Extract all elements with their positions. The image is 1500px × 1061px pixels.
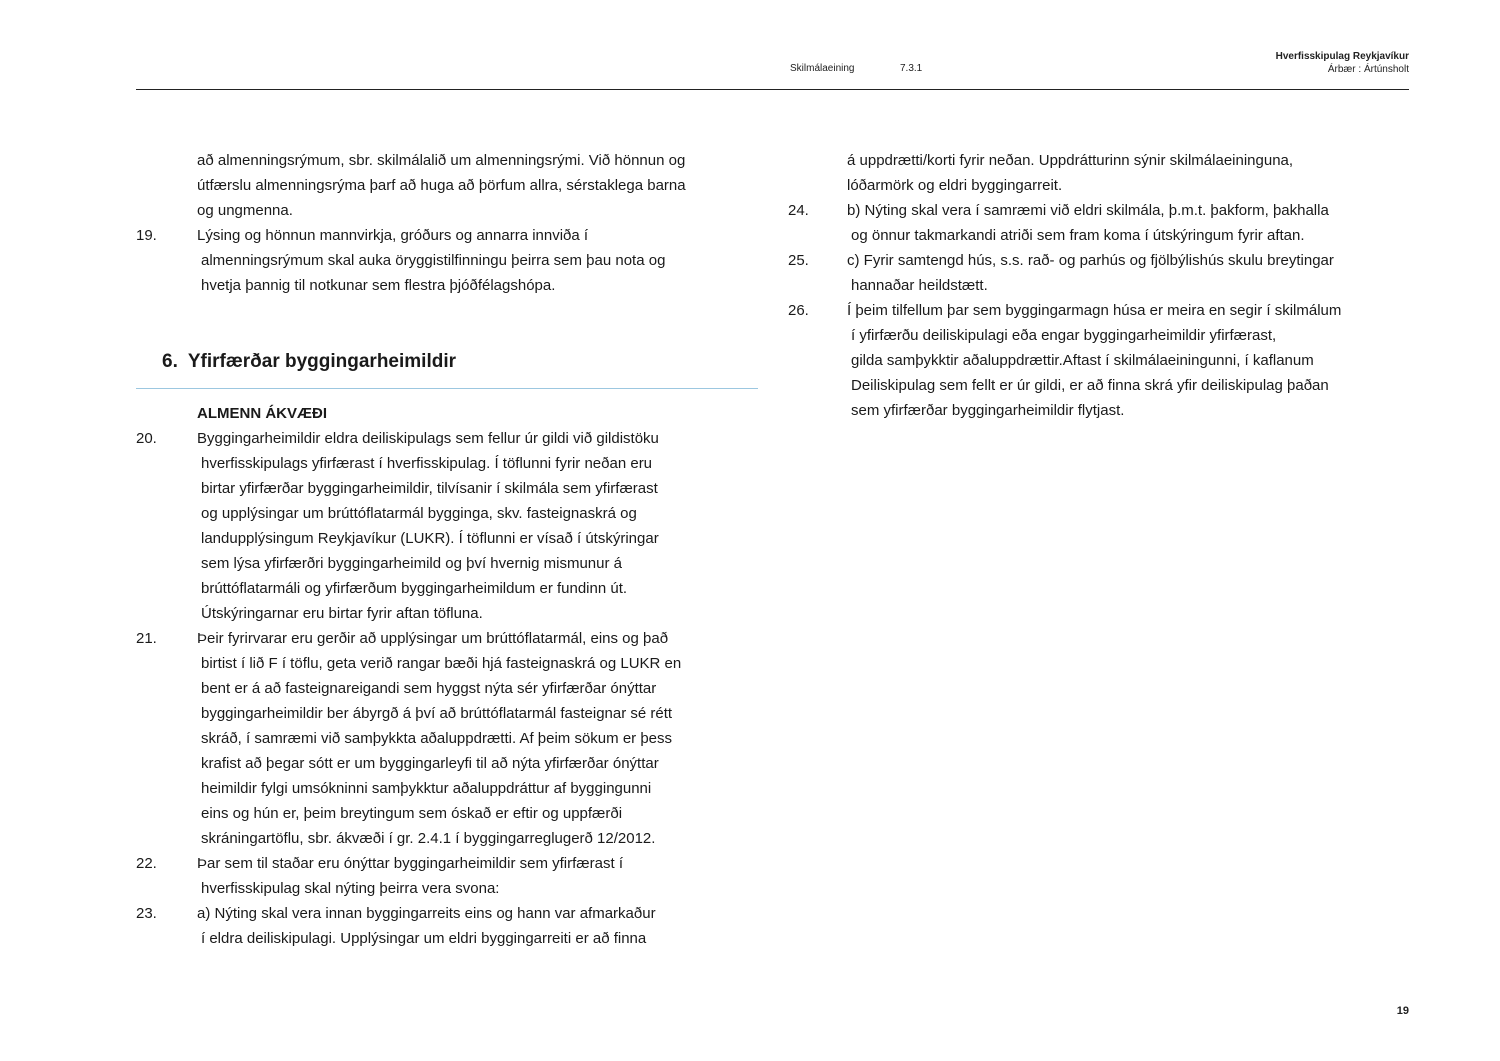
text-line: gilda samþykktir aðaluppdrættir.Aftast í skilmálaeiningunni, í kaflanum [851,352,1314,369]
text-line: hannaðar heildstætt. [851,277,988,294]
text-line: í eldra deiliskipulagi. Upplýsingar um eldri byggingarreiti er að finna [201,930,647,947]
plan-subtitle: Árbær : Ártúnsholt [1327,64,1409,75]
list-item-21 [136,626,758,851]
list-item-25 [788,248,1408,298]
text-line: sem yfirfærðar byggingarheimildir flytjast. [851,402,1125,419]
text-line: birtist í lið F í töflu, geta verið rangar bæði hjá fasteignaskrá og LUKR en [201,655,682,672]
text-line: skráningartöflu, sbr. ákvæði í gr. 2.4.1 í byggingarreglugerð 12/2012. [201,830,656,847]
text-line: sem lýsa yfirfærðri byggingarheimild og því hvernig mismunur á [201,555,622,572]
plan-title: Hverfisskipulag Reykjavíkur [1275,51,1409,62]
text-line: byggingarheimildir ber ábyrgð á því að brúttóflatarmál fasteignar sé rétt [201,705,673,722]
text-line: á uppdrætti/korti fyrir neðan. Uppdrátturinn sýnir skilmálaeininguna, [847,152,1294,169]
item-number: 22. [136,855,157,872]
text-line: og upplýsingar um brúttóflatarmál bygginga, skv. fasteignaskrá og [201,505,637,522]
running-header-section [790,63,923,74]
text-line: útfærslu almenningsrýma þarf að huga að þörfum allra, sérstaklega barna [197,177,686,194]
text-line: að almenningsrýmum, sbr. skilmálalið um almenningsrými. Við hönnun og [197,152,686,169]
text-line: lóðarmörk og eldri byggingarreit. [847,177,1063,194]
text-line: a) Nýting skal vera innan byggingarreits eins og hann var afmarkaður [197,905,656,922]
item-number: 25. [788,252,809,269]
text-line: Í þeim tilfellum þar sem byggingarmagn húsa er meira en segir í skilmálum [847,302,1342,319]
text-line: Byggingarheimildir eldra deiliskipulags sem fellur úr gildi við gildistöku [197,430,659,447]
list-item-26 [788,298,1408,423]
text-line: Lýsing og hönnun mannvirkja, gróðurs og annarra innviða í [197,227,589,244]
item-number: 21. [136,630,157,647]
text-line: eins og hún er, þeim breytingum sem óskað er eftir og uppfærði [201,805,623,822]
text-line: Útskýringarnar eru birtar fyrir aftan töfluna. [201,605,483,622]
page-number: 19 [1396,1005,1409,1017]
section-heading [136,350,758,388]
item-number: 23. [136,905,157,922]
section-heading-number: 6. [162,351,178,372]
section-number: 7.3.1 [900,63,923,74]
section-heading-title: Yfirfærðar byggingarheimildir [187,351,457,372]
text-line: birtar yfirfærðar byggingarheimildir, tilvísanir í skilmála sem yfirfærast [201,480,658,497]
text-line: og önnur takmarkandi atriði sem fram koma í útskýringum fyrir aftan. [851,227,1305,244]
text-line: c) Fyrir samtengd hús, s.s. rað- og parhús og fjölbýlishús skulu breytingar [847,252,1334,269]
section-divider [136,388,758,389]
text-line: hverfisskipulags yfirfærast í hverfisskipulag. Í töflunni fyrir neðan eru [201,455,653,472]
continuation-paragraph [788,148,1408,198]
text-line: heimildir fylgi umsókninni samþykktur aðaluppdráttur af byggingunni [201,780,652,797]
list-item-22 [136,851,758,901]
header-divider [136,89,1409,90]
text-line: Þar sem til staðar eru ónýttar byggingarheimildir sem yfirfærast í [197,855,623,872]
text-line: almenningsrýmum skal auka öryggistilfinningu þeirra sem þau nota og [201,252,666,269]
text-line: skráð, í samræmi við samþykkta aðaluppdrætti. Af þeim sökum er þess [201,730,673,747]
list-item-23 [136,901,758,951]
list-item-24 [788,198,1408,248]
text-line: brúttóflatarmáli og yfirfærðum byggingarheimildum er fundinn út. [201,580,628,597]
right-column [788,148,1408,423]
text-line: Þeir fyrirvarar eru gerðir að upplýsingar um brúttóflatarmál, eins og það [197,630,669,647]
text-line: b) Nýting skal vera í samræmi við eldri skilmála, þ.m.t. þakform, þakhalla [847,202,1329,219]
continuation-paragraph [136,148,758,223]
text-line: Deiliskipulag sem fellt er úr gildi, er að finna skrá yfir deiliskipulag þaðan [851,377,1329,394]
text-line: landupplýsingum Reykjavíkur (LUKR). Í töflunni er vísað í útskýringar [201,530,659,547]
item-number: 26. [788,302,809,319]
list-item-19 [136,223,758,298]
text-line: krafist að þegar sótt er um byggingarleyfi til að nýta yfirfærðar ónýttar [201,755,659,772]
item-number: 20. [136,430,157,447]
text-line: hvetja þannig til notkunar sem flestra þjóðfélagshópa. [201,277,556,294]
item-number: 24. [788,202,809,219]
section-label: Skilmálaeining [790,63,855,74]
subheading: ALMENN ÁKVÆÐI [197,405,327,422]
item-number: 19. [136,227,157,244]
section-6 [136,350,758,426]
text-line: og ungmenna. [197,202,293,219]
text-line: í yfirfærðu deiliskipulagi eða engar byggingarheimildir yfirfærast, [851,327,1277,344]
list-item-20 [136,426,758,626]
running-header-plan [1276,50,1409,76]
text-line: hverfisskipulag skal nýting þeirra vera svona: [201,880,500,897]
text-line: bent er á að fasteignareigandi sem hyggst nýta sér yfirfærðar ónýttar [201,680,657,697]
left-column [136,148,758,951]
